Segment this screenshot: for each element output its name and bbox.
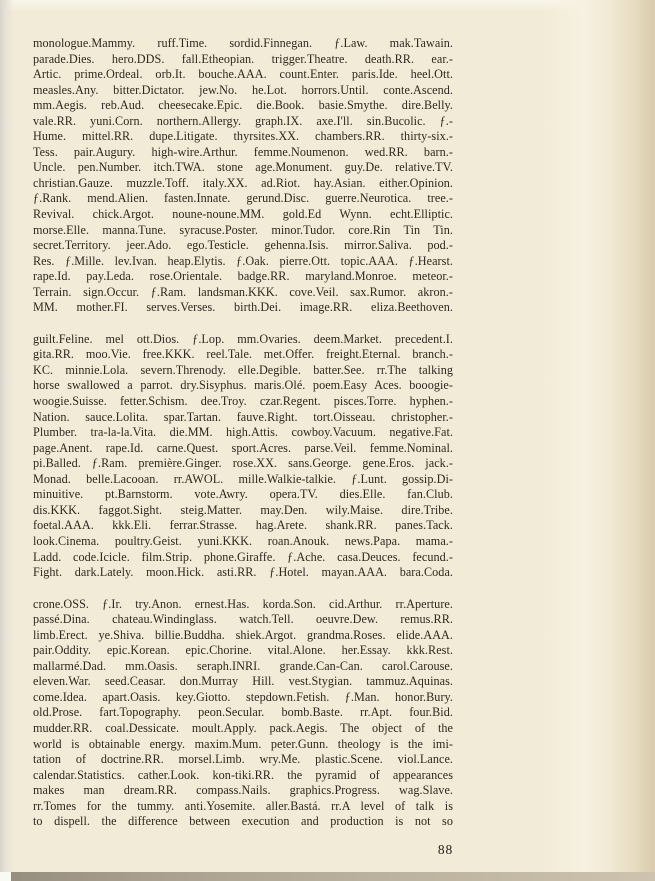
text-line: mudder.RR. coal.Dessicate. moult.Apply. pack.Aegis. The object of the [33,720,453,735]
text-line: parade.Dies. hero.DDS. fall.Etheopian. trigger.Theatre. death.RR. ear.- [33,51,453,66]
text-line: christian.Gauze. muzzle.Toff. italy.XX. ad.Riot. hay.Asian. either.Opinion. [33,175,453,190]
text-line: pair.Oddity. epic.Korean. epic.Chorine. vital.Alone. her.Essay. kkk.Rest. [33,643,453,658]
text-line: Hume. mittel.RR. dupe.Litigate. thyrsites.XX. chambers.RR. thirty-six.- [33,129,453,144]
text-line: secret.Territory. jeer.Ado. ego.Testicle. gehenna.Isis. mirror.Saliva. pod.- [33,238,453,253]
text-line: minuitive. pt.Barnstorm. vote.Awry. opera.TV. dies.Elle. fan.Club. [33,487,453,502]
text-line: rape.Id. pay.Leda. rose.Orientale. badge.RR. maryland.Monroe. meteor.- [33,269,453,284]
text-line: KC. minnie.Lola. severn.Threnody. elle.Degible. batter.See. rr.The talking [33,362,453,377]
page-bottom-edge [0,872,655,881]
text-line: old.Prose. fart.Topography. peon.Secular. bomb.Baste. rr.Apt. four.Bid. [33,705,453,720]
text-line: MM. mother.FI. serves.Verses. birth.Dei. image.RR. eliza.Beethoven. [33,300,453,315]
text-line: dis.KKK. faggot.Sight. steig.Matter. may.Den. wily.Maise. dire.Tribe. [33,502,453,517]
page-fore-edge-shadow [540,0,655,881]
text-line: foetal.AAA. kkk.Eli. ferrar.Strasse. hag.Arete. shank.RR. panes.Tack. [33,518,453,533]
text-line: Tess. pair.Augury. high-wire.Arthur. femme.Noumenon. wed.RR. barn.- [33,144,453,159]
text-line: mm.Aegis. reb.Aud. cheesecake.Epic. die.Book. basie.Smythe. dire.Belly. [33,98,453,113]
paragraph-3 [33,597,453,830]
text-line: vale.RR. yuni.Corn. northern.Allergy. graph.IX. axe.I'll. sin.Bucolic. ƒ.- [33,113,453,128]
text-line: measles.Any. bitter.Dictator. jew.No. he.Lot. horrors.Until. conte.Ascend. [33,82,453,97]
text-line: eleven.War. seed.Ceasar. don.Murray Hill. vest.Stygian. tammuz.Aquinas. [33,674,453,689]
text-line: gita.RR. moo.Vie. free.KKK. reel.Tale. met.Offer. freight.Eternal. branch.- [33,347,453,362]
text-line: mallarmé.Dad. mm.Oasis. seraph.INRI. grande.Can-Can. carol.Carouse. [33,658,453,673]
text-line: come.Idea. apart.Oasis. key.Giotto. stepdown.Fetish. ƒ.Man. honor.Bury. [33,689,453,704]
text-line: Revival. chick.Argot. noune-noune.MM. gold.Ed Wynn. echt.Elliptic. [33,207,453,222]
page-number: 88 [437,842,453,857]
paragraph-2 [33,332,453,581]
text-line: guilt.Feline. mel ott.Dios. ƒ.Lop. mm.Ovaries. deem.Market. precedent.I. [33,331,453,346]
paragraph-1 [33,36,453,316]
text-line: morse.Elle. manna.Tune. syracuse.Poster. minor.Tudor. core.Rin Tin Tin. [33,222,453,237]
text-line: rr.Tomes for the tummy. anti.Yosemite. aller.Bastá. rr.A level of talk is [33,798,453,813]
text-line: to dispell. the difference between execution and production is not so [33,814,453,829]
text-line: Terrain. sign.Occur. ƒ.Ram. landsman.KKK. cove.Veil. sax.Rumor. akron.- [33,284,453,299]
text-line: calendar.Statistics. cather.Look. kon-tiki.RR. the pyramid of appearances [33,767,453,782]
text-line: Res. ƒ.Mille. lev.Ivan. heap.Elytis. ƒ.Oak. pierre.Ott. topic.AAA. ƒ.Hearst. [33,253,453,268]
text-line: woogie.Suisse. fetter.Schism. dee.Troy. czar.Regent. pisces.Torre. hyphen.- [33,394,453,409]
text-line: pi.Balled. ƒ.Ram. première.Ginger. rose.XX. sans.George. gene.Eros. jack.- [33,456,453,471]
text-line: Fight. dark.Lately. moon.Hick. asti.RR. ƒ.Hotel. mayan.AAA. bara.Coda. [33,565,453,580]
text-line: ƒ.Rank. mend.Alien. fasten.Innate. gerund.Disc. guerre.Neurotica. tree.- [33,191,453,206]
text-line: look.Cinema. poultry.Geist. yuni.KKK. roan.Anouk. news.Papa. mama.- [33,533,453,548]
text-line: makes man dream.RR. compass.Nails. graphics.Progress. wag.Slave. [33,783,453,798]
text-line: world is obtainable energy. maxim.Mum. peter.Gunn. theology is the imi- [33,736,453,751]
page-left-scan-edge [0,0,14,881]
text-line: Uncle. pen.Number. itch.TWA. stone age.Monument. guy.De. relative.TV. [33,160,453,175]
text-line: page.Anent. rape.Id. carne.Quest. sport.Acres. parse.Veil. femme.Nominal. [33,440,453,455]
text-line: passé.Dina. chateau.Windinglass. watch.Tell. oeuvre.Dew. remus.RR. [33,612,453,627]
text-line: Nation. sauce.Lolita. spar.Tartan. fauve.Right. tort.Oisseau. christopher.- [33,409,453,424]
text-line: Ladd. code.Icicle. film.Strip. phone.Giraffe. ƒ.Ache. casa.Deuces. fecund.- [33,549,453,564]
text-line: Artic. prime.Ordeal. orb.It. bouche.AAA. count.Enter. paris.Ide. heel.Ott. [33,67,453,82]
text-line: Monad. belle.Lacooan. rr.AWOL. mille.Walkie-talkie. ƒ.Lunt. gossip.Di- [33,471,453,486]
page-bottom-left-corner [0,872,11,881]
text-line: horse swallowed a parrot. dry.Sisyphus. maris.Olé. poem.Easy Aces. booogie- [33,378,453,393]
text-line: Plumber. tra-la-la.Vita. die.MM. high.Attis. cowboy.Vacuum. negative.Fat. [33,425,453,440]
text-block [33,36,453,830]
text-line: crone.OSS. ƒ.Ir. try.Anon. ernest.Has. korda.Son. cid.Arthur. rr.Aperture. [33,596,453,611]
text-line: monologue.Mammy. ruff.Time. sordid.Finnegan. ƒ.Law. mak.Tawain. [33,36,453,50]
text-line: limb.Erect. ye.Shiva. billie.Buddha. shiek.Argot. grandma.Roses. elide.AAA. [33,627,453,642]
text-line: tation of doctrine.RR. morsel.Limb. wry.Me. plastic.Scene. viol.Lance. [33,752,453,767]
